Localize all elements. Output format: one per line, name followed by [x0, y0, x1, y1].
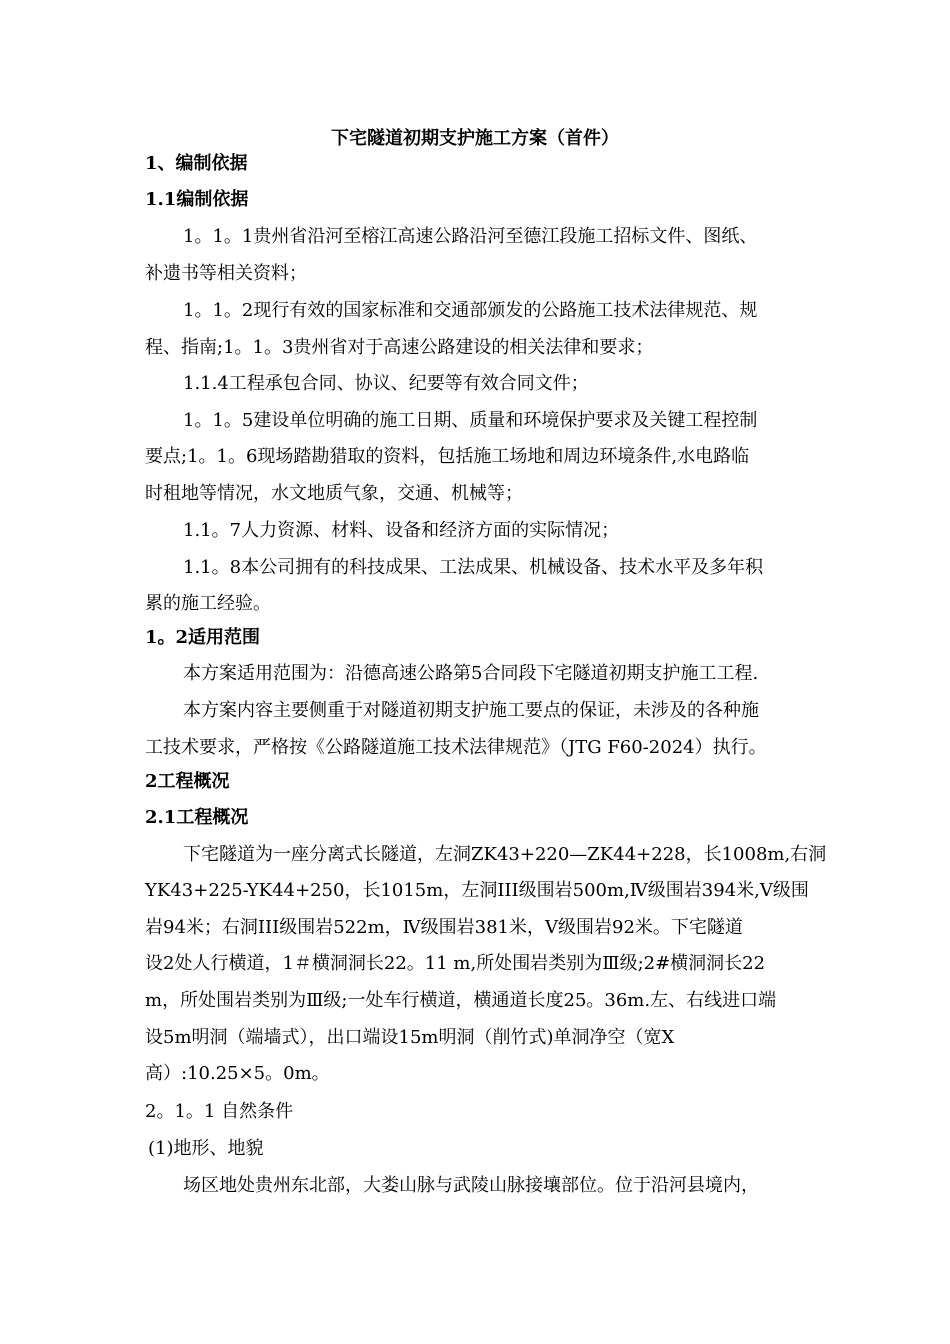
subsection-heading: 2.1工程概况: [145, 807, 249, 828]
subsection-heading: 1.1编制依据: [145, 189, 249, 210]
subsection-heading: 1。2适用范围: [145, 627, 261, 648]
paragraph-line: 下宅隧道为一座分离式长隧道，左洞ZK43+220—ZK44+228，长1008m,右洞: [183, 844, 827, 865]
paragraph-line: 岩94米；右洞III级围岩522m，Ⅳ级围岩381米，Ⅴ级围岩92米。下宅隧道: [145, 917, 743, 938]
item-heading: (1)地形、地貌: [148, 1138, 264, 1159]
paragraph-line: 1.1.4工程承包合同、协议、纪要等有效合同文件；: [183, 373, 589, 394]
paragraph-line: YK43+225-YK44+250，长1015m，左洞III级围岩500m,Ⅳ级围岩394米,Ⅴ级围: [145, 880, 809, 901]
section-heading: 2工程概况: [145, 771, 230, 792]
paragraph-line: 设2处人行横道，1＃横洞洞长22。11 m,所处围岩类别为Ⅲ级;2#横洞洞长22: [145, 953, 766, 974]
paragraph-line: 时租地等情况，水文地质气象，交通、机械等；: [145, 483, 523, 504]
document-title: 下宅隧道初期支护施工方案（首件）: [331, 128, 619, 149]
paragraph-line: 程、指南;1。1。3贵州省对于高速公路建设的相关法律和要求；: [145, 337, 654, 358]
paragraph-line: 要点;1。1。6现场踏勘猎取的资料，包括施工场地和周边环境条件,水电路临: [145, 446, 750, 467]
section-heading: 1、编制依据: [145, 153, 248, 174]
paragraph-line: 累的施工经验。: [145, 593, 271, 614]
paragraph-line: 工技术要求，严格按《公路隧道施工技术法律规范》（JTG F60-2024）执行。: [145, 737, 767, 758]
paragraph-line: 补遗书等相关资料；: [145, 263, 307, 284]
paragraph-line: 设5m明洞（端墙式），出口端设15m明洞（削竹式)单洞净空（宽X: [145, 1027, 675, 1048]
paragraph-line: 1。1。5建设单位明确的施工日期、质量和环境保护要求及关键工程控制: [183, 410, 758, 431]
paragraph-line: m，所处围岩类别为Ⅲ级;一处车行横道，横通道长度25。36m.左、右线进口端: [145, 990, 777, 1011]
paragraph-line: 1.1。7人力资源、材料、设备和经济方面的实际情况；: [183, 520, 620, 541]
subsubsection-heading: 2。1。1 自然条件: [145, 1101, 294, 1122]
paragraph-line: 本方案内容主要侧重于对隧道初期支护施工要点的保证，未涉及的各种施: [183, 700, 759, 721]
paragraph-line: 本方案适用范围为：沿德高速公路第5合同段下宅隧道初期支护施工工程.: [183, 663, 759, 684]
paragraph-line: 1。1。1贵州省沿河至榕江高速公路沿河至德江段施工招标文件、图纸、: [183, 226, 758, 247]
paragraph-line: 1.1。8本公司拥有的科技成果、工法成果、机械设备、技术水平及多年积: [183, 557, 764, 578]
paragraph-line: 场区地处贵州东北部，大娄山脉与武陵山脉接壤部位。位于沿河县境内，: [183, 1175, 759, 1196]
paragraph-line: 高）:10.25×5。0m。: [145, 1063, 330, 1084]
paragraph-line: 1。1。2现行有效的国家标准和交通部颁发的公路施工技术法律规范、规: [183, 300, 758, 321]
